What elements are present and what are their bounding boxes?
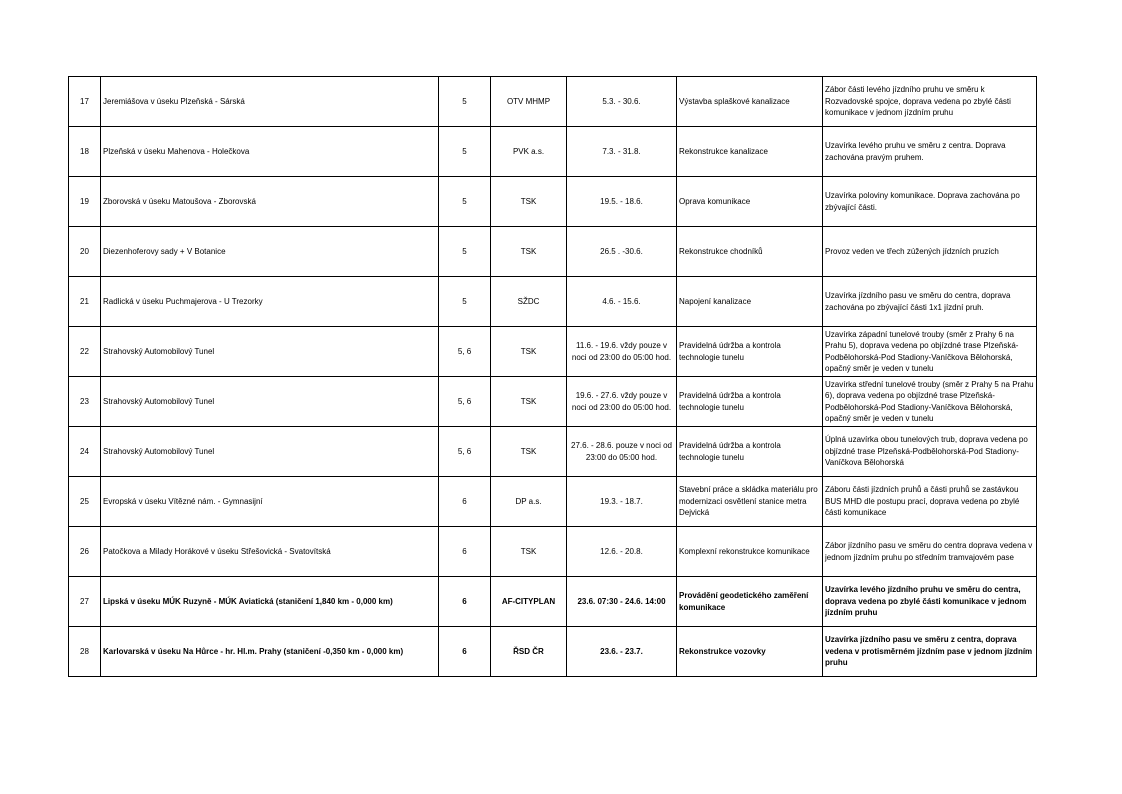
work-type-cell: Komplexní rekonstrukce komunikace [677,527,823,577]
dates-cell: 23.6. - 23.7. [567,627,677,677]
district-cell: 6 [439,477,491,527]
work-type-cell: Pravidelná údržba a kontrola technologie tunelu [677,427,823,477]
work-type-cell: Pravidelná údržba a kontrola technologie tunelu [677,327,823,377]
dates-cell: 26.5 . -30.6. [567,227,677,277]
table-row [69,427,1037,477]
table-row [69,477,1037,527]
district-cell: 6 [439,527,491,577]
table-row [69,377,1037,427]
table-row [69,627,1037,677]
traffic-measures-cell: Provoz veden ve třech zúžených jídzních pruzích [823,227,1037,277]
traffic-measures-cell: Uzavírka západní tunelové trouby (směr z Prahy 6 na Prahu 5), doprava vedena po objízdné trase Plzeňská-Podbělohorská-Pod Stadiony-Vaníčkova Bělohorská, opačný směr je veden v tunelu [823,327,1037,377]
location-cell: Zborovská v úseku Matoušova - Zborovská [101,177,439,227]
row-number: 26 [69,527,101,577]
dates-cell: 19.3. - 18.7. [567,477,677,527]
dates-cell: 5.3. - 30.6. [567,77,677,127]
row-number: 19 [69,177,101,227]
investor-cell: TSK [491,327,567,377]
traffic-measures-cell: Uzavírka poloviny komunikace. Doprava zachována po zbývající části. [823,177,1037,227]
work-type-cell: Stavební práce a skládka materiálu pro modernizaci osvětlení stanice metra Dejvická [677,477,823,527]
work-type-cell: Napojení kanalizace [677,277,823,327]
investor-cell: TSK [491,227,567,277]
investor-cell: OTV MHMP [491,77,567,127]
dates-cell: 12.6. - 20.8. [567,527,677,577]
investor-cell: AF-CITYPLAN [491,577,567,627]
dates-cell: 27.6. - 28.6. pouze v noci od 23:00 do 05:00 hod. [567,427,677,477]
traffic-measures-cell: Uzavírka jízdního pasu ve směru do centra, doprava zachována po zbývající části 1x1 jízdní pruh. [823,277,1037,327]
work-type-cell: Rekonstrukce vozovky [677,627,823,677]
district-cell: 5, 6 [439,377,491,427]
traffic-measures-cell: Uzavírka jízdního pasu ve směru z centra, doprava vedena v protisměrném jízdním pase v jednom jízdním pruhu [823,627,1037,677]
row-number: 23 [69,377,101,427]
row-number: 28 [69,627,101,677]
table-row [69,77,1037,127]
location-cell: Karlovarská v úseku Na Hůrce - hr. Hl.m. Prahy (staničení -0,350 km - 0,000 km) [101,627,439,677]
work-type-cell: Výstavba splaškové kanalizace [677,77,823,127]
investor-cell: TSK [491,427,567,477]
table-row [69,227,1037,277]
traffic-measures-cell: Uzavírka levého pruhu ve směru z centra. Doprava zachována pravým pruhem. [823,127,1037,177]
row-number: 25 [69,477,101,527]
location-cell: Lipská v úseku MÚK Ruzyně - MÚK Aviatická (staničení 1,840 km - 0,000 km) [101,577,439,627]
investor-cell: DP a.s. [491,477,567,527]
row-number: 21 [69,277,101,327]
dates-cell: 19.6. - 27.6. vždy pouze v noci od 23:00 do 05:00 hod. [567,377,677,427]
location-cell: Evropská v úseku Vítězné nám. - Gymnasijní [101,477,439,527]
investor-cell: ŘSD ČR [491,627,567,677]
district-cell: 5, 6 [439,327,491,377]
location-cell: Radlická v úseku Puchmajerova - U Trezorky [101,277,439,327]
table-row [69,127,1037,177]
table-row [69,177,1037,227]
roadworks-table [68,76,1037,677]
row-number: 20 [69,227,101,277]
location-cell: Strahovský Automobilový Tunel [101,427,439,477]
district-cell: 5 [439,227,491,277]
row-number: 24 [69,427,101,477]
district-cell: 6 [439,577,491,627]
dates-cell: 4.6. - 15.6. [567,277,677,327]
table-row [69,327,1037,377]
district-cell: 5 [439,77,491,127]
table-row [69,527,1037,577]
traffic-measures-cell: Záboru části jízdních pruhů a části pruhů se zastávkou BUS MHD dle postupu prací, doprava vedena po zbylé části komunikace [823,477,1037,527]
work-type-cell: Oprava komunikace [677,177,823,227]
investor-cell: TSK [491,377,567,427]
district-cell: 5, 6 [439,427,491,477]
dates-cell: 11.6. - 19.6. vždy pouze v noci od 23:00 do 05:00 hod. [567,327,677,377]
location-cell: Patočkova a Milady Horákové v úseku Střešovická - Svatovítská [101,527,439,577]
investor-cell: TSK [491,177,567,227]
row-number: 17 [69,77,101,127]
table-row [69,577,1037,627]
traffic-measures-cell: Zábor jízdního pasu ve směru do centra doprava vedena v jednom jízdním pruhu po středním tramvajovém pase [823,527,1037,577]
location-cell: Strahovský Automobilový Tunel [101,377,439,427]
district-cell: 5 [439,127,491,177]
investor-cell: PVK a.s. [491,127,567,177]
investor-cell: TSK [491,527,567,577]
district-cell: 5 [439,277,491,327]
traffic-measures-cell: Uzavírka střední tunelové trouby (směr z Prahy 5 na Prahu 6), doprava vedena po objízdné trase Plzeňská-Podbělohorská-Pod Stadiony-Vaníčkova Bělohorská, opačný směr je veden v tunelu [823,377,1037,427]
row-number: 22 [69,327,101,377]
dates-cell: 19.5. - 18.6. [567,177,677,227]
work-type-cell: Rekonstrukce kanalizace [677,127,823,177]
dates-cell: 23.6. 07:30 - 24.6. 14:00 [567,577,677,627]
traffic-measures-cell: Zábor části levého jízdního pruhu ve směru k Rozvadovské spojce, doprava vedena po zbylé části komunikace v jednom jízdním pruhu [823,77,1037,127]
location-cell: Diezenhoferovy sady + V Botanice [101,227,439,277]
district-cell: 6 [439,627,491,677]
investor-cell: SŽDC [491,277,567,327]
row-number: 27 [69,577,101,627]
dates-cell: 7.3. - 31.8. [567,127,677,177]
location-cell: Jeremiášova v úseku Plzeňská - Sárská [101,77,439,127]
traffic-measures-cell: Úplná uzavírka obou tunelových trub, doprava vedena po objízdné trase Plzeňská-Podbělohorská-Pod Stadiony-Vaníčkova Bělohorská [823,427,1037,477]
traffic-measures-cell: Uzavírka levého jízdního pruhu ve směru do centra, doprava vedena po zbylé části komunikace v jednom jízdním pruhu [823,577,1037,627]
table-row [69,277,1037,327]
work-type-cell: Rekonstrukce chodníků [677,227,823,277]
district-cell: 5 [439,177,491,227]
location-cell: Plzeňská v úseku Mahenova - Holečkova [101,127,439,177]
location-cell: Strahovský Automobilový Tunel [101,327,439,377]
work-type-cell: Provádění geodetického zaměření komunikace [677,577,823,627]
work-type-cell: Pravidelná údržba a kontrola technologie tunelu [677,377,823,427]
row-number: 18 [69,127,101,177]
